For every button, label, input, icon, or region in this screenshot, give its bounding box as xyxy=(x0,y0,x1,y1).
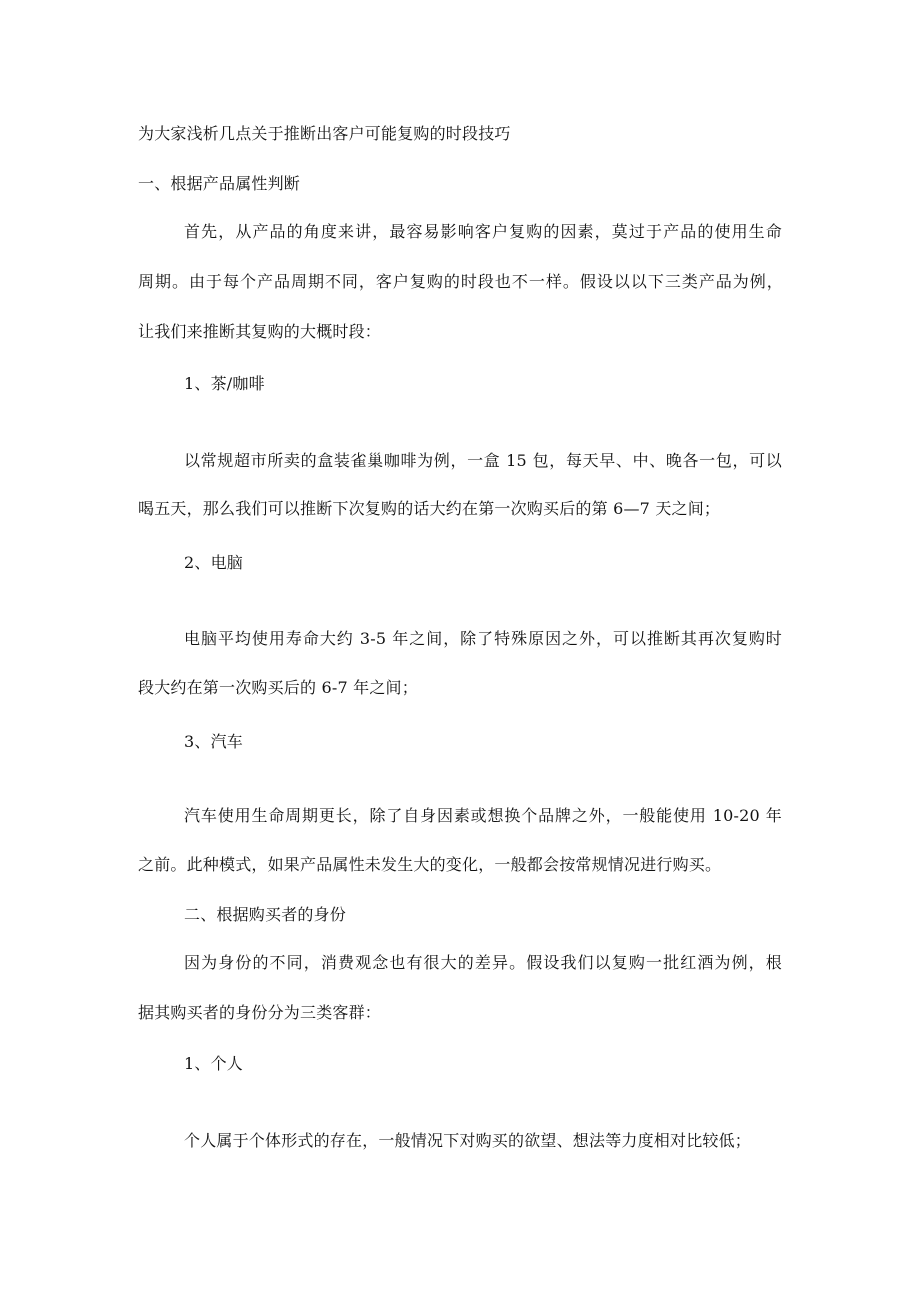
paragraph-line: 以常规超市所卖的盒装雀巢咖啡为例，一盒 15 包，每天早、中、晚各一包，可以 xyxy=(184,451,782,470)
paragraph-line: 之前。此种模式，如果产品属性未发生大的变化，一般都会按常规情况进行购买。 xyxy=(138,855,722,874)
section-heading: 一、根据产品属性判断 xyxy=(138,174,301,193)
item-label: 1、茶/咖啡 xyxy=(184,374,265,393)
paragraph-line: 周期。由于每个产品周期不同，客户复购的时段也不一样。假设以以下三类产品为例， xyxy=(138,272,783,291)
document-title: 为大家浅析几点关于推断出客户可能复购的时段技巧 xyxy=(138,124,511,143)
paragraph-line: 汽车使用生命周期更长，除了自身因素或想换个品牌之外，一般能使用 10-20 年 xyxy=(184,806,782,825)
paragraph-line: 让我们来推断其复购的大概时段： xyxy=(138,322,382,341)
paragraph-line: 段大约在第一次购买后的 6-7 年之间； xyxy=(138,678,418,697)
paragraph-line: 首先，从产品的角度来讲，最容易影响客户复购的因素，莫过于产品的使用生命 xyxy=(184,222,782,241)
section-heading: 二、根据购买者的身份 xyxy=(184,905,347,924)
paragraph-line: 个人属于个体形式的存在，一般情况下对购买的欲望、想法等力度相对比较低； xyxy=(184,1131,752,1150)
item-label: 1、个人 xyxy=(184,1054,243,1073)
paragraph-line: 喝五天，那么我们可以推断下次复购的话大约在第一次购买后的第 6—7 天之间； xyxy=(138,499,721,518)
item-label: 2、电脑 xyxy=(184,553,243,572)
paragraph-line: 因为身份的不同，消费观念也有很大的差异。假设我们以复购一批红酒为例，根 xyxy=(184,953,782,972)
paragraph-line: 电脑平均使用寿命大约 3-5 年之间，除了特殊原因之外，可以推断其再次复购时 xyxy=(184,629,782,648)
item-label: 3、汽车 xyxy=(184,732,243,751)
paragraph-line: 据其购买者的身份分为三类客群： xyxy=(138,1003,382,1022)
